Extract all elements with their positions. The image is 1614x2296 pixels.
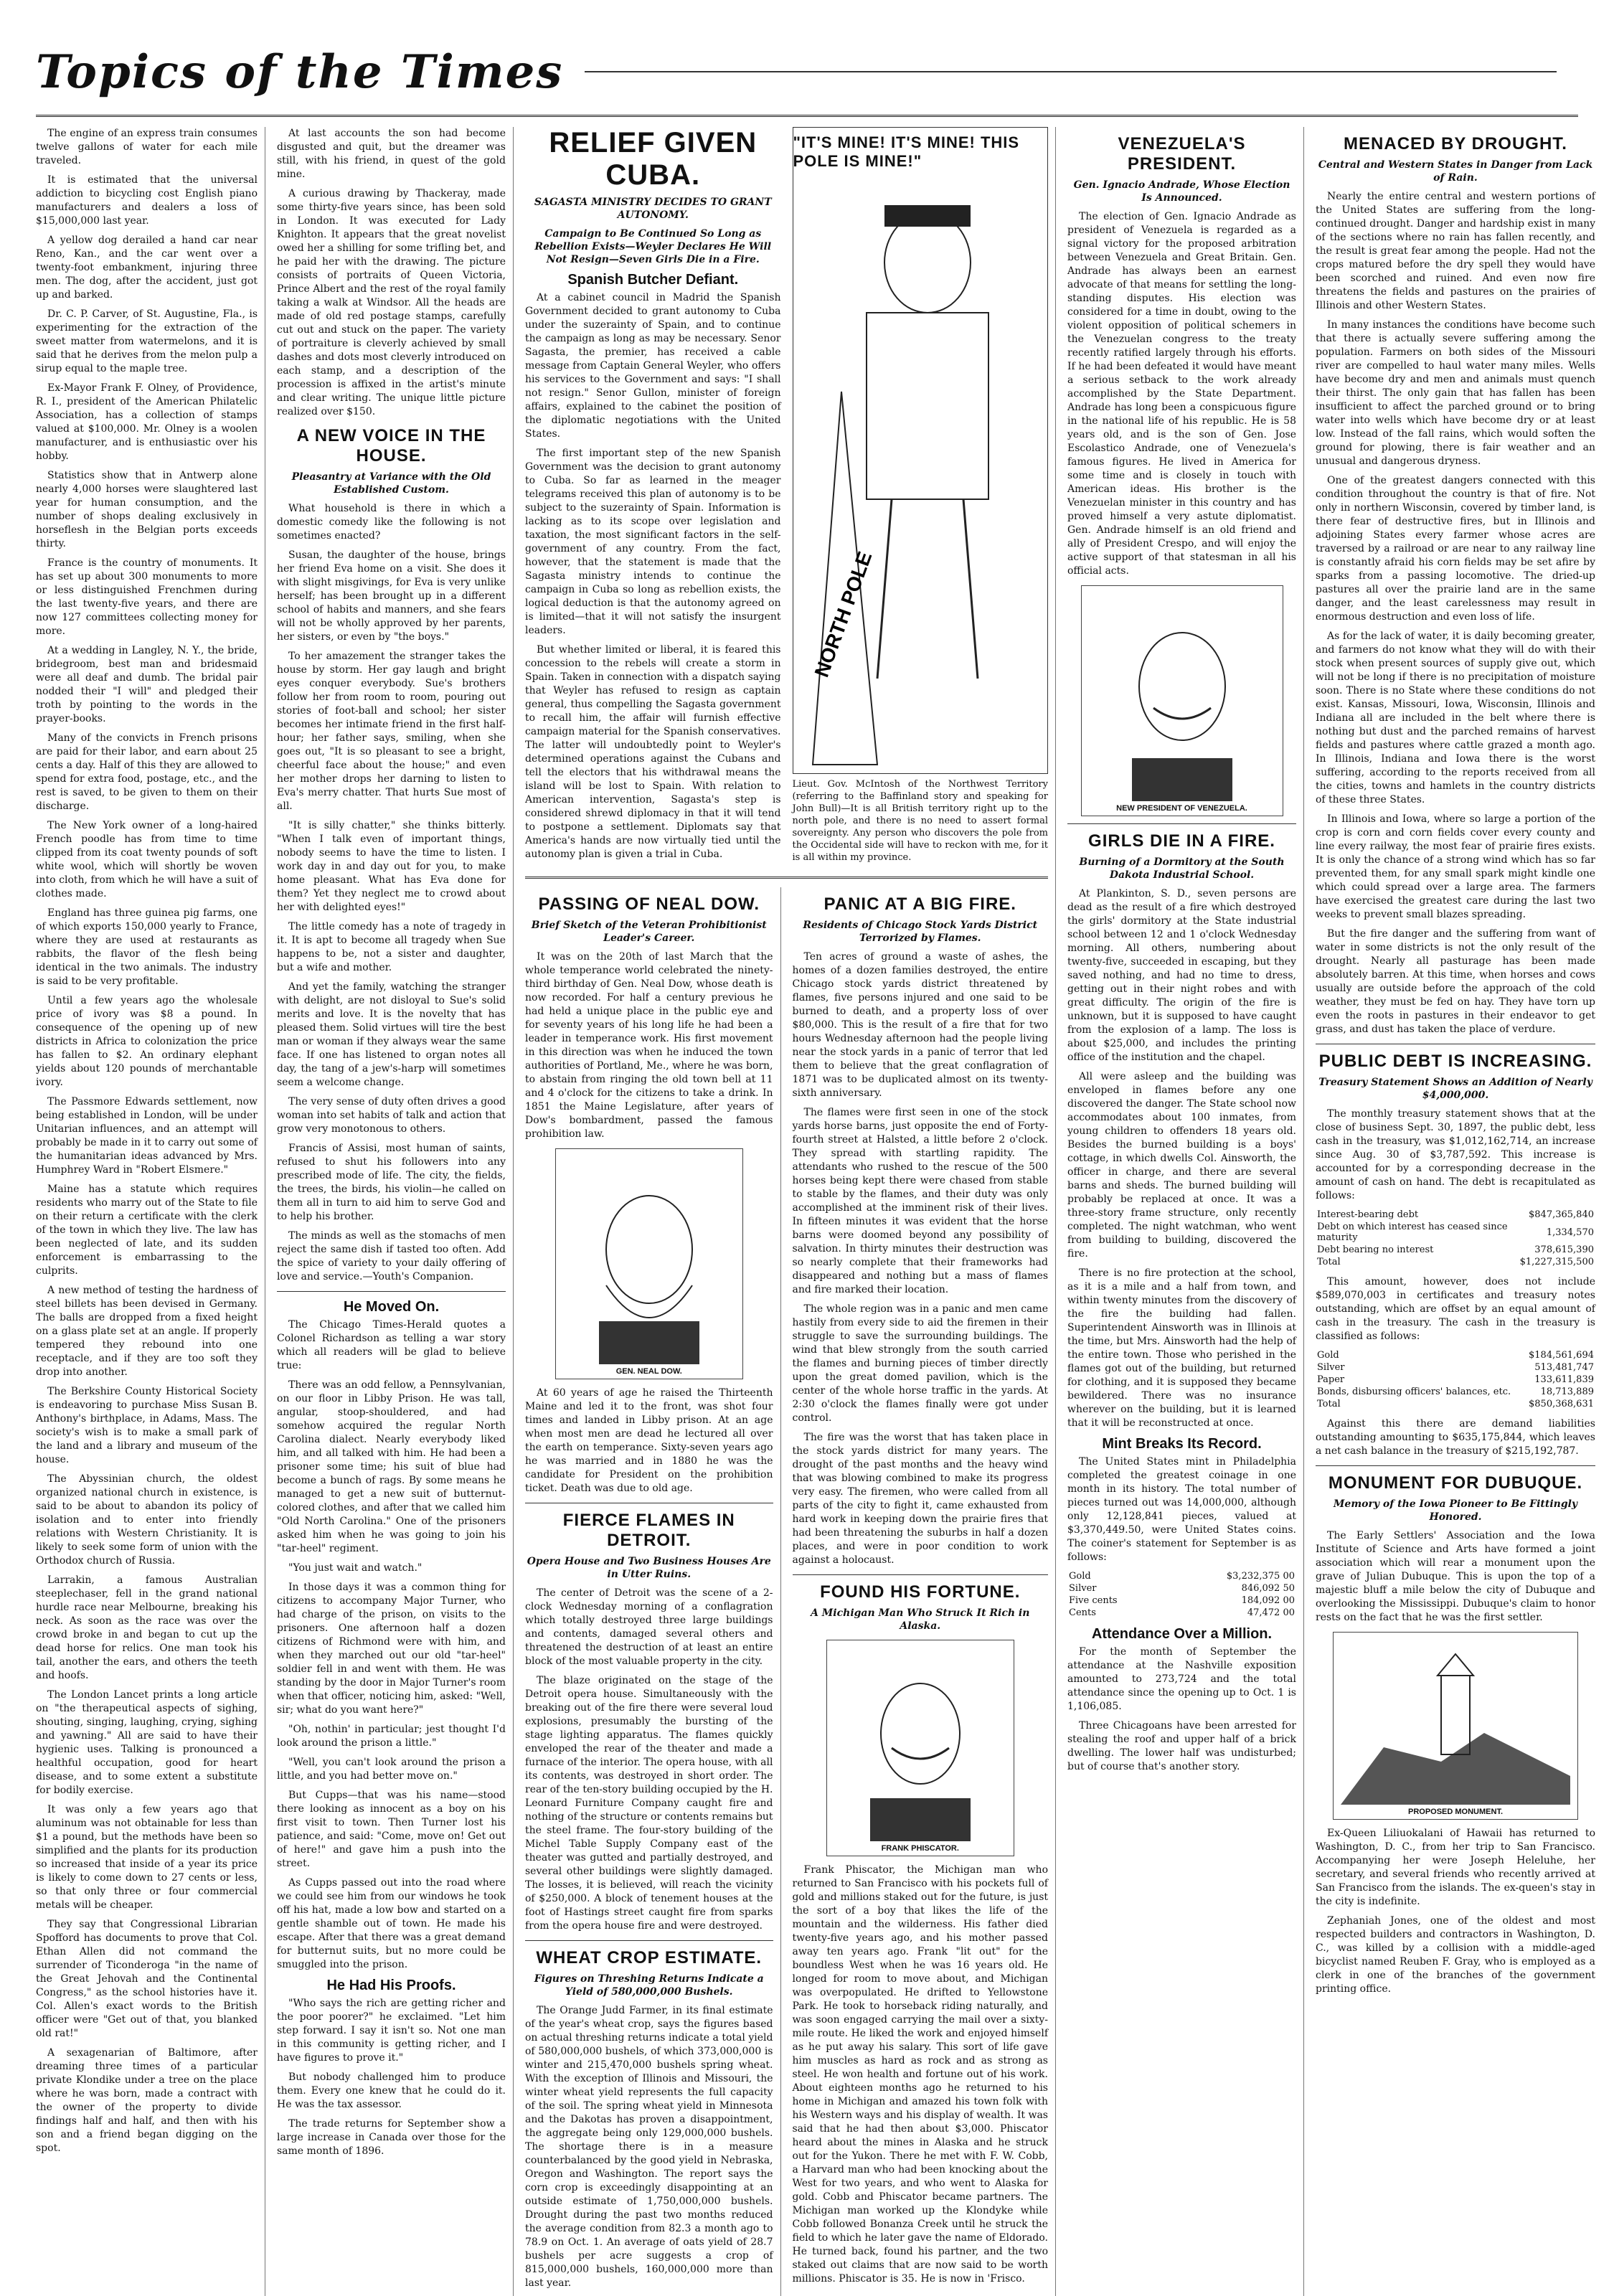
row-value: $850,368,631 — [1529, 1399, 1594, 1409]
row-value: $1,227,315,500 — [1519, 1257, 1594, 1267]
row-value: 18,713,889 — [1540, 1386, 1594, 1397]
paragraph: A sexagenarian of Baltimore, after dreaming three times of a particular private Klondike under a tree on the place where he was born, made a contract with the owner of the property to divide findings half and half, and then with his son and a friend began digging on the spot. — [36, 2047, 258, 2154]
row-label: Bonds, disbursing officers' balances, etc. — [1317, 1386, 1511, 1397]
table-row — [1316, 1256, 1595, 1268]
paragraph: Francis of Assisi, most human of saints, refused to shut his followers into any prescribed mode of life. The city, the fields, the trees, the birds, his violin—he called on them all in turn to aid him to serve God and to help his brother. — [277, 1143, 506, 1222]
row-value: 1,334,570 — [1546, 1227, 1594, 1238]
venezuela-caption: NEW PRESIDENT OF VENEZUELA. — [1116, 804, 1247, 813]
divider — [1067, 823, 1296, 824]
column-5 — [1316, 127, 1603, 2296]
detroit-subhead: Opera House and Two Business Houses Are in Utter Ruins. — [527, 1556, 771, 1580]
column-3-lower — [525, 887, 1048, 2296]
paragraph: Until a few years ago the wholesale price of ivory was $8 a pound. In consequence of the opening up of new districts in Africa to colonization the price has fallen to $2. An ordinary elephant yields about 120 pounds of merchantable ivory. — [36, 995, 258, 1088]
cartoon-drawing-icon — [798, 176, 1042, 765]
andrade-portrait — [1081, 585, 1283, 816]
paragraph: But the fire danger and the suffering from want of water in some districts is not the only result of the drought. Nearly all pasturage has been made absolutely barren. At this time, when horses and cows usually are outside before the approach of the cold weather, they must be fed on hay. They have torn up even the roots in pastures in their endeavor to get grass, and dust has taken the place of verdure. — [1316, 928, 1595, 1035]
cuba-subhead-1: SAGASTA MINISTRY DECIDES TO GRANT AUTONOMY. — [534, 197, 772, 221]
row-label: Debt on which interest has ceased since maturity — [1317, 1222, 1508, 1243]
table-row — [1316, 1398, 1595, 1410]
paragraph: "Oh, nothin' in particular; jest thought I'd look around the prison a little." — [277, 1724, 506, 1749]
masthead-rule — [585, 71, 1557, 72]
table-row — [1067, 1595, 1296, 1607]
girls-headline: GIRLS DIE IN A FIRE. — [1088, 831, 1275, 851]
table-row — [1316, 1209, 1595, 1221]
cartoon-block — [793, 127, 1049, 868]
detroit-headline: FIERCE FLAMES IN DETROIT. — [562, 1511, 735, 1550]
column-2 — [277, 127, 514, 2296]
paragraph: The minds as well as the stomachs of men reject the same dish if tasted too often. Add the spice of variety to your daily offering of love and service.—Youth's Companion. — [277, 1230, 506, 1282]
dow-subhead: Brief Sketch of the Veteran Prohibitionist Leader's Career. — [531, 920, 767, 944]
paragraph: It was only a few years ago that aluminum was not obtainable for less than $1 a pound, but the methods have been so simplified and the plants for its production so increased that inside of a year its price is likely to come down to 27 cents or less, so that only three or four commercial metals will be cheaper. — [36, 1804, 258, 1911]
monument-illustration — [1333, 1632, 1578, 1820]
paragraph: In many instances the conditions have become such that there is actually severe suffering among the population. Farmers on both sides of the Missouri river are compelled to haul water many miles. Wells have become dry and men and animals must quench their thirst. The only gain that has fallen has been insufficient to affect the parched ground or to bring water into wells which have become dry or at least low. Instead of the fall rains, which would soften the ground for plowing, there is fair weather and an unusual and dangerous dryness. — [1316, 319, 1595, 467]
portrait-icon — [577, 1178, 721, 1364]
monument-subhead: Memory of the Iowa Pioneer to Be Fittingly Honored. — [1333, 1498, 1578, 1523]
row-value: 133,611,839 — [1534, 1374, 1594, 1385]
monument-caption: PROPOSED MONUMENT. — [1407, 1808, 1503, 1816]
paragraph: They say that Congressional Librarian Spofford has documents to prove that Col. Ethan Allen did not command the surrender of Ticonderoga "in the name of the Great Jehovah and the Continental Congress," as the school histories have it. Col. Allen's exact words to the British officer were "Get out of that, you blanked old rat!" — [36, 1919, 258, 2039]
paragraph: The first important step of the new Spanish Government was the decision to grant autonomy to Cuba. So far as learned in the meager telegrams received this plan of autonomy is to be subject to the suzerainty of Spain. Information is lacking as to its scope over legislation and taxation, the most significant factors in the self-government of any country. From the fact, however, that the statement is made that the Sagasta ministry intends to continue the campaign in Cuba so long as rebellion exists, the logical deduction is that the autonomy agreed on is limited—that it will not satisfy the insurgent leaders. — [525, 448, 781, 636]
divider — [793, 1574, 1049, 1575]
paragraph: The blaze originated on the stage of the Detroit opera house. Simultaneously with the breaking out of the fire there were several loud explosions, presumably the bursting of the stage lighting apparatus. The flames quickly enveloped the rear of the theater and made a furnace of the interior. The opera house, with all its contents, was destroyed in short order. The rear of the ten-story building occupied by the H. Leonard Furniture Company caught fire and nothing of the structure or contents remains but the steel frame. The four-story building of the Michel Table Supply Company east of the theater was gutted and partially destroyed, and several other buildings were slightly damaged. The losses, it is believed, will reach the vicinity of $250,000. A block of tenement houses at the foot of Hastings street caught fire from sparks from the opera house fire and were destroyed. — [525, 1675, 773, 1932]
portrait-icon — [849, 1669, 992, 1841]
cartoon-illustration — [793, 127, 1049, 774]
fortune-caption: FRANK PHISCATOR. — [881, 1844, 959, 1853]
paragraph: But Cupps—that was his name—stood there looking as innocent as a boy on his first visit to town. Then Turner lost his patience, and said: "Come, move on! Get out of here!" and gave him a push into the street. — [277, 1790, 506, 1869]
paragraph: "You just wait and watch." — [288, 1562, 423, 1574]
paragraph: Susan, the daughter of the house, brings her friend Eva home on a visit. She does it with slight misgivings, for Eva is very unlike herself; has been brought up in a different school of habits and manners, and she fears will not be wholly approved by her parents, her sisters, or even by "the boys." — [277, 549, 506, 643]
paragraph: But nobody challenged him to produce them. Every one knew that he could do it. He was the tax assessor. — [277, 2071, 506, 2110]
paragraph: Three Chicagoans have been arrested for stealing the roof and upper half of a brick dwelling. The lower half was undisturbed; but of course that's another story. — [1067, 1720, 1296, 1772]
row-label: Silver — [1069, 1583, 1097, 1594]
neal-dow-portrait — [555, 1148, 743, 1379]
paragraph: The New York owner of a long-haired French poodle has from time to time clipped from its coat twenty pounds of soft white wool, which will shortly be woven into cloth, from which he will have a suit of clothes made. — [36, 820, 258, 899]
paragraph: Zephaniah Jones, one of the oldest and most respected builders and contractors in Washington, D. C., was killed by a collision with a middle-aged bicyclist named Reuben F. Gray, who is employed as a clerk in one of the branches of the government printing office. — [1316, 1915, 1595, 1995]
row-label: Interest-bearing debt — [1317, 1209, 1419, 1220]
row-label: Total — [1317, 1399, 1341, 1409]
wheat-headline: WHEAT CROP ESTIMATE. — [536, 1948, 763, 1967]
column-3-right — [793, 887, 1049, 2296]
paragraph: What household is there in which a domestic comedy like the following is not sometimes enacted? — [277, 503, 506, 542]
paragraph: Ex-Mayor Frank F. Olney, of Providence, R. I., president of the American Philatelic Association, has a collection of stamps valued at $100,000. Mr. Olney is a woolen manufacturer, and is enthusiastic over his hobby. — [36, 382, 258, 462]
paragraph: The Berkshire County Historical Society is endeavoring to purchase Miss Susan B. Anthony's birthplace, in Adams, Mass. The society's wish is to make a small park of the land and a library and museum of the house. — [36, 1386, 258, 1465]
paragraph: Ex-Queen Liliuokalani of Hawaii has returned to Washington, D. C., from her trip to San Francisco. Accompanying her were Joseph Heleluhe, her secretary, and several friends who recently arrived at San Francisco from the islands. The ex-queen's stay in the city is indefinite. — [1316, 1828, 1595, 1907]
drought-subhead: Central and Western States in Danger from Lack of Rain. — [1318, 159, 1593, 184]
cartoon-title: "IT'S MINE! IT'S MINE! THIS POLE IS MINE!" — [793, 133, 1020, 170]
mint-table — [1067, 1570, 1296, 1619]
row-value: $847,365,840 — [1529, 1209, 1594, 1220]
cuba-article — [525, 127, 781, 868]
paragraph: The election of Gen. Ignacio Andrade as president of Venezuela is regarded as a signal victory for the proposed arbitration between Venezuela and Great Britain. Gen. Andrade has always been an earnest advocate of that means for settling the long-standing disputes. His election was considered for a time in doubt, owing to the violent opposition of political schemers in the Venezuelan congress to the treaty recently ratified largely through his efforts. If he had been defeated it would have meant a serious setback to the work already accomplished by the State Department. Andrade has long been a conspicuous figure in the national life of his republic. He is 58 years old, and is the son of Gen. Jose Escolastico Andrade, one of Venezuela's famous figures. He lived in America for some time and is closely in touch with American ideas. His brother is the Venezuelan minister in this country and has proved himself a very astute diplomatist. Gen. Andrade himself is an old friend and ally of President Crespo, and will enjoy the active support of that statesman in all his official acts. — [1067, 211, 1296, 577]
table-row — [1067, 1607, 1296, 1619]
row-value: $184,561,694 — [1529, 1350, 1594, 1361]
topics-logo: Topics of the Times — [36, 44, 564, 99]
row-label: Total — [1317, 1257, 1341, 1267]
paragraph: It is estimated that the universal addiction to bicycling cost English piano manufacturers and dealers a loss of $15,000,000 last year. — [36, 174, 258, 227]
paragraph: Ten acres of ground a waste of ashes, the homes of a dozen families destroyed, the entire Chicago stock yards district threatened by flames, five persons injured and one said to be burned to death, and a property loss of over $80,000. This is the result of a fire that for two hours Wednesday afternoon had the people living near the stock yards in a panic of terror that led them to believe that the great conflagration of 1871 was to be duplicated almost on its twenty-sixth anniversary. — [792, 951, 1048, 1099]
paragraph: The little comedy has a note of tragedy in it. It is apt to become all tragedy when Sue happens to be, not a sister and daughter, but a wife and mother. — [277, 921, 506, 973]
paragraph: "It is silly chatter," she thinks bitterly. "When I talk even of important things, nobody seems to have the time to listen. I work day in and day out for you, to make home pleasant. What has Eva done for them? Yet they neglect me to crowd about her with delighted eyes!" — [277, 820, 506, 913]
paragraph: At a wedding in Langley, N. Y., the bride, bridegroom, best man and bridesmaid were all deaf and dumb. The bridal pair nodded their "I will" and pledged their troth by pointing to the words in the prayer-books. — [36, 645, 258, 724]
row-label: Five cents — [1069, 1595, 1118, 1606]
column-3 — [525, 127, 1056, 2296]
portrait-icon — [1103, 615, 1261, 801]
voice-headline: A NEW VOICE IN THE HOUSE. — [296, 426, 486, 466]
column-3-upper — [525, 127, 1048, 868]
attendance-headline: Attendance Over a Million. — [1091, 1626, 1273, 1642]
row-label: Gold — [1069, 1571, 1091, 1582]
cuba-headline: RELIEF GIVEN CUBA. — [549, 127, 758, 191]
row-value: 378,615,390 — [1534, 1244, 1594, 1255]
paragraph: Nearly the entire central and western portions of the United States are suffering from the long-continued drought. Danger and hardship exist in many of the sections where no rain has fallen recently, and the result is great fear among the people. Had not the crops matured before the dry spell they would have been scorched and ruined. And even now fire threatens the fields and pastures on the prairies of Illinois and other Western States. — [1316, 191, 1595, 311]
paragraph: The Abyssinian church, the oldest organized national church in existence, is said to be about to abandon its policy of isolation and to enter into friendly relations with Western Christianity. It is likely to seek some form of union with the Orthodox church of Russia. — [36, 1473, 258, 1567]
paragraph: The Early Settlers' Association and the Iowa Institute of Science and Arts have formed a joint association which will rear a monument upon the grave of Julian Dubuque. This is upon the top of a majestic bluff a mile below the city of Dubuque and overlooking the Mississippi. Dubuque's claim to honor rests on the fact that he was the first settler. — [1316, 1530, 1595, 1623]
paragraph: Statistics show that in Antwerp alone nearly 4,000 horses were slaughtered last year for human consumption, and the number of shops dealing exclusively in horseflesh in the Belgian ports exceeds thirty. — [36, 470, 258, 549]
table-row — [1316, 1386, 1595, 1398]
columns — [36, 127, 1595, 2289]
paragraph: The whole region was in a panic and men came hastily from every side to aid the firemen in their struggle to save the surrounding buildings. The wind that blew strongly from the south carried the flames and burning pieces of timber directly upon the great domed pavilion, which is the center of the whole horse traffic in the yards. At 2:30 o'clock the flames finally were got under control. — [792, 1303, 1048, 1424]
column-1 — [36, 127, 265, 2296]
paragraph: Many of the convicts in French prisons are paid for their labor, and earn about 25 cents a day. Half of this they are allowed to spend for extra food, postage, etc., and the rest is saved, to be given to them on their discharge. — [36, 732, 258, 812]
fortune-headline: FOUND HIS FORTUNE. — [820, 1582, 1021, 1602]
row-value: 846,092 50 — [1241, 1583, 1295, 1594]
paragraph: Larrakin, a famous Australian steeplechaser, fell in the grand national hurdle race near Melbourne, breaking his neck. As soon as the race was over the crowd broke in and began to cut up the dead horse for relics. One man took his tail, another the ears, and others the teeth and hoofs. — [36, 1574, 258, 1681]
paragraph: "Well, you can't look around the prison a little, and you had better move on." — [277, 1757, 506, 1782]
voice-subhead: Pleasantry at Variance with the Old Established Custom. — [291, 471, 491, 496]
paragraph: The trade returns for September show a large increase in Canada over those for the same month of 1896. — [277, 2118, 506, 2157]
row-value: $3,232,375 00 — [1226, 1571, 1295, 1582]
paragraph: A curious drawing by Thackeray, made some thirty-five years since, has been sold in London. It was executed for Lady Knighton. It appears that the great novelist owed her a shilling for some trifling bet, and he paid her with the drawing. The picture consists of portraits of Queen Victoria, Prince Albert and the rest of the royal family taking a walk at Windsor. All the heads are made of old red postage stamps, carefully cut out and stuck on the paper. The variety of portraiture is cleverly achieved by small dashes and dots most cleverly introduced on each stamp, and a description of the procession is affixed in the artist's minute and clear writing. The unique little picture realized over $150. — [277, 188, 506, 417]
moved-headline: He Moved On. — [343, 1299, 440, 1315]
divider — [1316, 1465, 1595, 1466]
paragraph: The engine of an express train consumes twelve gallons of water for each mile traveled. — [36, 128, 258, 166]
row-label: Debt bearing no interest — [1317, 1244, 1434, 1255]
paragraph: The center of Detroit was the scene of a 2-clock Wednesday morning of a conflagration which totally destroyed three large buildings and contents, damaged several others and threatened the destruction of at least an entire block of the most valuable property in the city. — [525, 1587, 773, 1667]
paragraph: Maine has a statute which requires residents who marry out of the State to file on their return a certificate with the clerk of the town in which they live. The law has been neglected of late, and its sudden enforcement is embarrassing to the culprits. — [36, 1184, 258, 1277]
paragraph: Dr. C. P. Carver, of St. Augustine, Fla., is experimenting for the extraction of the sweet matter from watermelons, and it is said that he derives from the melon pulp a sirup equal to the maple tree. — [36, 308, 258, 374]
paragraph: This amount, however, does not include $589,070,003 in certificates and treasury notes outstanding, which are offset by an equal amount of cash in the treasury. The cash in the treasury is classified as follows: — [1316, 1276, 1595, 1342]
venezuela-subhead: Gen. Ignacio Andrade, Whose Election Is Announced. — [1073, 179, 1290, 204]
paragraph: The very sense of duty often drives a good woman into set habits of talk and action that grow very monotonous to others. — [277, 1096, 506, 1135]
row-label: Silver — [1317, 1362, 1345, 1373]
paragraph: France is the country of monuments. It has set up about 300 monuments to more or less distinguished Frenchmen during the last twenty-five years, and there are now 127 committees collecting money for more. — [36, 557, 258, 637]
table-row — [1316, 1349, 1595, 1361]
paragraph: One of the greatest dangers connected with this condition throughout the country is that of fire. Not only in northern Wisconsin, covered by timber land, is there fear of destructive fires, but in Illinois and adjoining States every farmer whose acres are traversed by a railroad or are near to any railway line is constantly afraid his corn fields may be set afire by sparks from a passing locomotive. The dried-up pastures all over the prairie land are in the same danger, and the least carelessness may result in enormous destruction and even loss of life. — [1316, 475, 1595, 623]
table-row — [1067, 1582, 1296, 1595]
cartoon-caption: Lieut. Gov. McIntosh of the Northwest Territory (referring to the Baffinland story and speaking for John Bull)—It is all British territory right up to the north pole, and there is no need to assert formal sovereignty. Any person who discovers the pole from the Occidental side will have to reckon with me, for it is all within my province. — [792, 779, 1048, 863]
panic-headline: PANIC AT A BIG FIRE. — [823, 894, 1016, 914]
monument-headline: MONUMENT FOR DUBUQUE. — [1328, 1473, 1583, 1493]
paragraph: England has three guinea pig farms, one of which exports 150,000 yearly to France, where they are used at restaurants as rabbits, the flavor of the flesh being identical in the two animals. The industry is said to be very profitable. — [36, 907, 258, 987]
table-row — [1316, 1221, 1595, 1244]
paragraph: Frank Phiscator, the Michigan man who returned to San Francisco with his pockets full of gold and millions staked out for the future, is just the sort of a boy that likes the life of the mountain and the wilderness. His father died twenty-five years ago, and his mother passed away ten years ago. Frank "lit out" for the boundless West when he was 16 years old. He longed for room to move about, and Michigan was overpopulated. He drifted to Yellowstone Park. He took to horseback riding naturally, and was soon engaged carrying the mail over a sixty-mile route. He liked the work and enjoyed himself as he put away his salary. This sort of life gave him muscles as hard as rock and as strong as steel. He won health and fortune out of his work. About eighteen months ago he returned to his home in Michigan and amazed his town folk with his Western ways and his display of wealth. It was said that he had then about $3,000. Phiscator heard about the mines in Alaska and he struck out for the Yukon. There he met with F. W. Cobb, a Harvard man who had been knocking about the West for two years, and who went to Alaska for gold. Cobb and Phiscator became partners. The Michigan man worked up the Klondyke while Cobb followed Bonanza Creek until he struck the field to which he later gave the name of Eldorado. He turned back, found his partner, and the two staked out claims that are now said to be worth millions. Phiscator is 35. He is now in 'Frisco. — [792, 1864, 1048, 2285]
paragraph: The London Lancet prints a long article on "the therapeutical aspects of sighing, shouting, singing, laughing, crying, sighing and yawning." All are said to have their hygienic uses. Talking is pronounced a healthful occupation, good for heart disease, and to some extent a substitute for bodily exercise. — [36, 1689, 258, 1796]
paragraph: In Illinois and Iowa, where so large a portion of the crop is corn and corn fields cover every county and line every railway, the most fear of prairie fires exists. It is only the chance of a strong wind which has so far prevented them, for any small spark might kindle one which could spread over a large area. The farmers have exercised the greatest care during the last two weeks to prevent small blazes spreading. — [1316, 813, 1595, 920]
row-label: Cents — [1069, 1607, 1096, 1618]
row-value: 184,092 00 — [1241, 1595, 1295, 1606]
paragraph: There was an odd fellow, a Pennsylvanian, on our floor in Libby Prison. He was tall, angular, stoop-shouldered, and had somehow acquired the regular North Carolina dialect. Nearly everybody liked him, and all talked with him. He had been a prisoner some time; his suit of blue had become a bunch of rags. By some means he managed to get a new suit of butternut-colored clothes, and after that we called him "Old North Carolina." One of the prisoners asked him when he was going to join his "tar-heel" regiment. — [277, 1379, 506, 1554]
paragraph: All were asleep and the building was enveloped in flames before any one discovered the danger. The State school now accommodates about 100 inmates, from young children to offenders 18 years old. Besides the burned building is a boys' cottage, in which dwells Col. Ainsworth, the officer in charge, and there are several barns and sheds. The burned building will probably be replaced at once. It was a three-story frame structure, only recently completed. The night watchman, who went from building to building, discovered the fire. — [1067, 1071, 1296, 1260]
column-3-left — [525, 887, 781, 2296]
paragraph: At last accounts the son had become disgusted and quit, but the dreamer was still, with his friend, in quest of the gold mine. — [277, 128, 506, 180]
paragraph: Against this there are demand liabilities outstanding amounting to $635,175,844, which leaves a net cash balance in the treasury of $215,192,787. — [1316, 1418, 1595, 1457]
row-label: Gold — [1317, 1350, 1339, 1361]
paragraph: As Cupps passed out into the road where we could see him from our windows he took off his hat, made a low bow and started on a gentle shamble out of town. He made his escape. After that there was a great demand for butternut suits, but no more could be smuggled into the prison. — [277, 1877, 506, 1970]
row-value: 47,472 00 — [1247, 1607, 1295, 1618]
monument-icon — [1341, 1647, 1570, 1805]
paragraph: The Passmore Edwards settlement, now being established in London, will be under Unitarian influences, and an attempt will probably be made in it to carry out some of the humanitarian ideas advanced by Mrs. Humphrey Ward in "Robert Elsmere." — [36, 1096, 258, 1176]
panic-subhead: Residents of Chicago Stock Yards District Terrorized by Flames. — [803, 920, 1038, 944]
table-row — [1067, 1570, 1296, 1582]
paragraph: As for the lack of water, it is daily becoming greater, and farmers do not know what they will do with their stock when present sources of supply give out, which will not be long if there is no precipitation of moisture soon. There is no State where these conditions do not exist. Kansas, Missouri, Iowa, Wisconsin, Illinois and Indiana all are included in the belt where there is nothing but dust and the parched remains of harvest fields and pastures where cattle grazed a month ago. In Illinois, Indiana and Iowa there is the worst suffering, according to the reports received from all the cities, towns and hamlets in the country districts of these three States. — [1316, 630, 1595, 806]
paragraph: A yellow dog derailed a hand car near Reno, Kan., and the car went over a twenty-foot embankment, injuring three men. The dog, after the accident, just got up and barked. — [36, 235, 258, 301]
paragraph: At Plankinton, S. D., seven persons are dead as the result of a fire which destroyed the girls' dormitory at the State industrial school between 12 and 1 o'clock Wednesday morning. All others, numbering about twenty-five, succeeded in escaping, but they saved nothing, and had no time to dress, getting out in their night robes and with great difficulty. The origin of the fire is unknown, but it is supposed to have caught from the explosion of a lamp. The loss is about $25,000, and includes the printing office of the institution and the chapel. — [1067, 888, 1296, 1063]
paragraph: It was on the 20th of last March that the whole temperance world celebrated the ninety-third birthday of Gen. Neal Dow, whose death is now recorded. For half a century previous he had held a unique place in the public eye and for seventy years of his long life he had been a leader in temperance work. His first movement in this direction was when he induced the town authorities of Portland, Me., where he was born, to abstain from ringing the old town bell at 11 and 4 o'clock for the citizens to take a drink. In 1851 the Maine Legislature, after years of Dow's bombardment, passed the famous prohibition law. — [525, 951, 773, 1140]
cash-table — [1316, 1349, 1595, 1410]
paragraph: The United States mint in Philadelphia completed the greatest coinage in one month in its history. The total number of pieces turned out was 14,000,000, although only 12,128,841 pieces, valued at $3,370,449.50, were United States coins. The coiner's statement for September is as follows: — [1067, 1456, 1296, 1563]
paragraph: And yet the family, watching the stranger with delight, are not disloyal to Sue's solid merits and love. It is the novelty that has pleased them. Solid virtues will tire the best man or woman if they always wear the same face. If one has listened to organ notes all day, the tang of a jew's-harp will sometimes seem a welcome change. — [277, 981, 506, 1088]
drought-headline: MENACED BY DROUGHT. — [1344, 134, 1567, 153]
paragraph: At 60 years of age he raised the Thirteenth Maine and led it to the front, was shot four times and landed in Libby prison. At an age when most men are dead he lectured all over the earth on temperance. Sixty-seven years ago he was married and in 1880 he was the candidate for President on the prohibition ticket. Death was due to old age. — [525, 1387, 773, 1494]
debt-subhead: Treasury Statement Shows an Addition of Nearly $4,000,000. — [1318, 1077, 1592, 1101]
butcher-headline: Spanish Butcher Defiant. — [567, 272, 739, 288]
dow-caption: GEN. NEAL DOW. — [615, 1367, 682, 1376]
paragraph: A new method of testing the hardness of steel billets has been devised in Germany. The balls are dropped from a fixed height on a glass plate set at an angle. If properly tempered they rebound into one receptacle, and if they are too soft they drop into another. — [36, 1285, 258, 1378]
table-row — [1316, 1244, 1595, 1256]
paragraph: In those days it was a common thing for citizens to accompany Major Turner, who had charge of the prison, on visits to the prisoners. One afternoon half a dozen citizens of Richmond were with him, and when they marched out our old "tar-heel" soldier fell in and went with them. He was standing by the door in Major Turner's room when that officer, noticing him, asked: "Well, sir; what do you want here?" — [277, 1582, 506, 1716]
paragraph: "Who says the rich are getting richer and the poor poorer?" he exclaimed. "Let him step forward. I say it isn't so. Not one man in this community is getting richer, and I have figures to prove it." — [277, 1998, 506, 2064]
divider — [277, 1291, 506, 1292]
cuba-subhead-2: Campaign to Be Continued So Long as Rebellion Exists—Weyler Declares He Will Not Resign—Seven Girls Die in a Fire. — [534, 228, 772, 265]
divider — [525, 877, 1048, 879]
masthead — [36, 29, 1578, 117]
paragraph: But whether limited or liberal, it is feared this concession to the rebels will create a storm in Spain. Taken in connection with a dispatch saying that Weyler has refused to resign as captain general, thus compelling the Sagasta government to recall him, the affair will furnish effective campaign material for the Spanish conservatives. The latter will undoubtedly point to Weyler's determined operations against the Cubans and tell the electors that his withdrawal means the island will be lost to Spain. With relation to American intervention, Sagasta's step is considered shrewd diplomacy in that it will tend to postpone a settlement. Diplomats say that America's hands are now virtually tied until the autonomy plan is given a trial in Cuba. — [525, 644, 781, 860]
column-4 — [1067, 127, 1304, 2296]
paragraph: The fire was the worst that has taken place in the stock yards district for many years. The drought of the past months and the heavy wind that was blowing combined to make its progress very easy. The firemen, who were called from all parts of the city to fight it, came exhausted from hard work in keeping down the prairie fires that had been threatening the suburbs in half a dozen places, and were in poor condition to work against a holocaust. — [792, 1432, 1048, 1566]
fortune-subhead: A Michigan Man Who Struck It Rich in Alaska. — [811, 1607, 1030, 1632]
paragraph: There is no fire protection at the school, as it is a mile and a half from town, and within twenty minutes from the discovery of the fire the building had fallen. Superintendent Ainsworth was in Illinois at the time, but Mrs. Ainsworth had the help of the entire town. Those who perished in the flames got out of the building, but returned for clothing, and it is supposed they became bewildered. There was no insurance wherever on the building, but it is learned that it will be reconstructed at once. — [1067, 1267, 1296, 1429]
table-row — [1316, 1361, 1595, 1374]
girls-subhead: Burning of a Dormitory at the South Dakota Industrial School. — [1079, 856, 1285, 881]
wheat-subhead: Figures on Threshing Returns Indicate a Yield of 580,000,000 Bushels. — [534, 1973, 764, 1998]
cartoon-pole-text: NORTH POLE — [810, 548, 877, 681]
divider — [525, 1940, 773, 1941]
proofs-headline: He Had His Proofs. — [326, 1978, 456, 1993]
mint-headline: Mint Breaks Its Record. — [1102, 1436, 1262, 1452]
paragraph: At a cabinet council in Madrid the Spanish Government decided to grant autonomy to Cuba under the suzerainty of Spain, and to continue the campaign as long as may be necessary. Senor Sagasta, the premier, has received a cable message from Captain General Weyler, who offers his services to the Government and says: "I shall not resign." Senor Gullon, minister of foreign affairs, explained to the cabinet the position of the diplomatic negotiations with the United States. — [525, 292, 781, 440]
paragraph: For the month of September the attendance at the Nashville exposition amounted to 273,724 and the total attendance since the opening up to Oct. 1 is 1,106,085. — [1067, 1646, 1296, 1712]
phiscator-portrait — [826, 1640, 1014, 1856]
debt-headline: PUBLIC DEBT IS INCREASING. — [1318, 1052, 1592, 1071]
paragraph: The Orange Judd Farmer, in its final estimate of the year's wheat crop, says the figures based on actual threshing returns indicate a total yield of 580,000,000 bushels, of which 373,000,000 is winter and 215,470,000 bushels spring wheat. With the exception of Illinois and Missouri, the winter wheat yield represents the full capacity of the soil. The spring wheat yield in Minnesota and the Dakotas has proven a disappointment, the aggregate being only 129,000,000 bushels. The shortage there is in a measure counterbalanced by the good yield in Nebraska, Oregon and Washington. The report says the corn crop is exceedingly disappointing at an outside estimate of 1,750,000,000 bushels. Drought during the past two months reduced the average condition from 82.3 a month ago to 78.9 on Oct. 1. An average of oats yield of 28.7 bushels per acre suggests a crop of 815,000,000 bushels, 160,000,000 more than last year. — [525, 2005, 773, 2289]
paragraph: The monthly treasury statement shows that at the close of business Sept. 30, 1897, the public debt, less cash in the treasury, was $1,012,162,714, an increase since Aug. 30 of $3,787,592. This increase is accounted for by a corresponding decrease in the amount of cash on hand. The debt is recapitulated as follows: — [1316, 1108, 1595, 1201]
table-row — [1316, 1374, 1595, 1386]
row-label: Paper — [1317, 1374, 1345, 1385]
dow-headline: PASSING OF NEAL DOW. — [538, 894, 760, 914]
venezuela-headline: VENEZUELA'S PRESIDENT. — [1118, 134, 1246, 174]
paragraph: The flames were first seen in one of the stock yards horse barns, just opposite the end of Forty-fourth street at Halsted, a little before 2 o'clock. They spread with startling rapidity. The attendants who rushed to the rescue of the 500 horses being kept there were chased from stable to stable by the flames, and their duty was only accomplished at the imminent risk of their lives. In fifteen minutes it was evident that the horse barns were doomed beyond any possibility of salvation. In thirty minutes their destruction was so nearly complete that their frameworks had disappeared and nothing but a mass of flames and fire marked their location. — [792, 1107, 1048, 1295]
debt-table — [1316, 1209, 1595, 1268]
paragraph: The Chicago Times-Herald quotes a Colonel Richardson as telling a war story which all readers will be glad to believe true: — [277, 1319, 506, 1371]
row-value: 513,481,747 — [1534, 1362, 1594, 1373]
paragraph: To her amazement the stranger takes the house by storm. Her gay laugh and bright eyes conquer everybody. Sue's brothers follow her from room to room, pouring out stories of foot-ball and school; her sister becomes her intimate friend in the first half-hour; her father says, smiling, when she goes out, "It is so pleasant to see a bright, cheerful face about the house;" and even her mother drops her darning to listen to Eva's merry chatter. That hurts Sue most of all. — [277, 651, 506, 812]
